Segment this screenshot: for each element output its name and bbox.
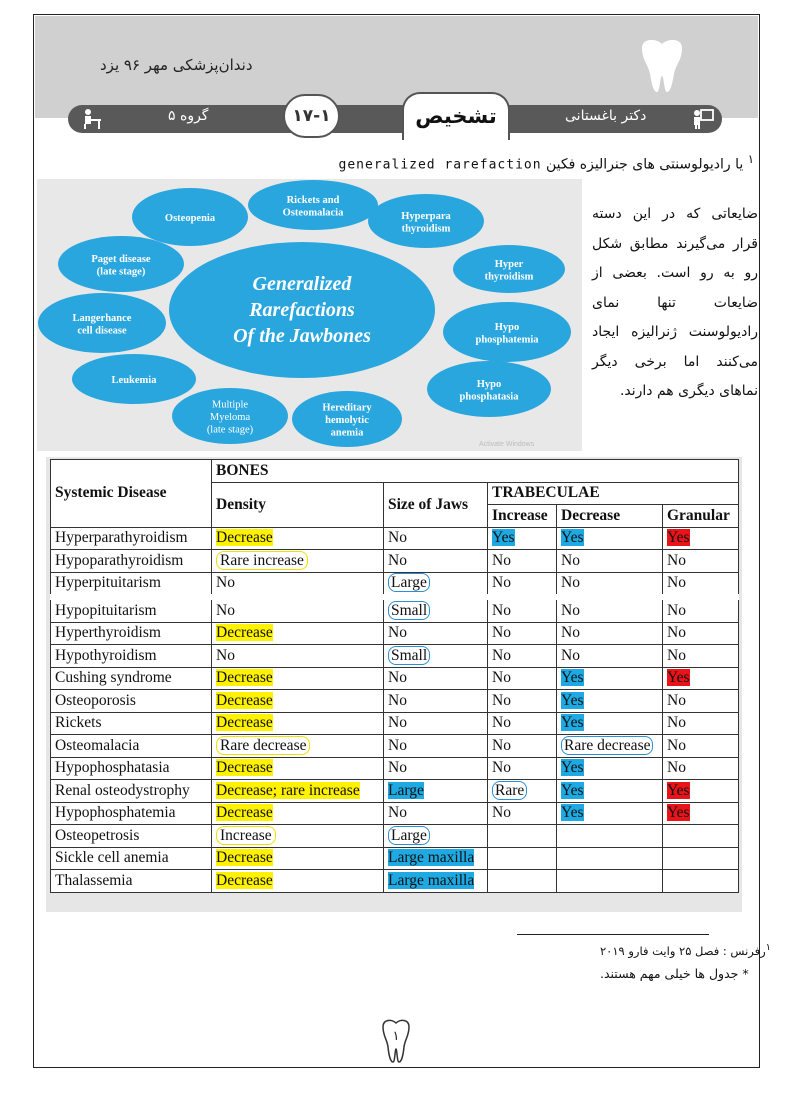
cell-text: Yes	[667, 669, 690, 687]
cell-text: Rickets	[55, 714, 102, 732]
cell-text: No	[388, 529, 407, 547]
table-cell	[384, 735, 488, 758]
bubble-label: thyroidism	[401, 223, 451, 235]
table-cell	[212, 597, 384, 622]
table-cell	[212, 550, 384, 573]
bubble-label: Osteomalacia	[282, 207, 344, 219]
table-cell	[663, 527, 739, 550]
center-label: Rarefactions	[249, 299, 355, 321]
cell-text: No	[667, 574, 686, 592]
cell-text: Large	[388, 781, 424, 799]
table-row	[51, 597, 739, 622]
bubble-label: Rickets and	[286, 194, 340, 206]
center-label: Of the Jawbones	[233, 325, 371, 347]
cell-text: Yes	[561, 669, 584, 687]
table-cell	[557, 825, 663, 848]
table-cell	[557, 622, 663, 645]
table-cell	[212, 622, 384, 645]
bubble-label: Langerhance	[72, 312, 132, 324]
cell-text: Hypoparathyroidism	[55, 551, 184, 569]
table-cell	[557, 847, 663, 870]
table-cell	[663, 550, 739, 573]
bubble-label: phosphatemia	[475, 334, 539, 346]
table-cell	[384, 527, 488, 550]
table-cell	[51, 847, 212, 870]
table-cell	[488, 690, 557, 713]
table-row	[51, 780, 739, 803]
cell-text: Decrease	[216, 714, 273, 732]
cell-text: Decrease	[216, 691, 273, 709]
table-cell	[212, 870, 384, 893]
cell-text: Renal osteodystrophy	[55, 781, 190, 799]
table-cell	[212, 847, 384, 870]
bubble-label: Hereditary	[322, 402, 372, 414]
cell-text: Yes	[561, 529, 584, 547]
table-cell	[663, 757, 739, 780]
table-cell	[384, 825, 488, 848]
table-cell	[557, 802, 663, 825]
cell-text: Rare	[492, 781, 527, 800]
table-cell	[488, 527, 557, 550]
table-cell	[51, 572, 212, 597]
table-cell	[384, 690, 488, 713]
cell-text: No	[561, 601, 580, 619]
table-cell	[384, 847, 488, 870]
header-bones: BONES	[212, 460, 739, 483]
table-cell	[384, 667, 488, 690]
cell-text: Yes	[561, 759, 584, 777]
table-cell	[51, 597, 212, 622]
header-trabeculae: TRABECULAE	[488, 482, 739, 505]
cell-text: Hyperpituitarism	[55, 574, 161, 592]
cell-text: Hypopituitarism	[55, 601, 157, 619]
table-row	[51, 550, 739, 573]
cell-text: No	[388, 691, 407, 709]
cell-text: Yes	[561, 714, 584, 732]
header-size-of-jaws: Size of Jaws	[384, 482, 488, 527]
chapter-number: ۱۷-۱	[283, 94, 340, 138]
cell-text: No	[216, 601, 235, 619]
table-cell	[384, 712, 488, 735]
table-cell	[663, 780, 739, 803]
table-cell	[663, 572, 739, 597]
cell-text: Osteoporosis	[55, 691, 136, 709]
cell-text: No	[667, 601, 686, 619]
table-cell	[488, 757, 557, 780]
cell-text: Decrease; rare increase	[216, 781, 360, 799]
header-systemic-disease: Systemic Disease	[51, 460, 212, 528]
table-row	[51, 757, 739, 780]
table-cell	[212, 712, 384, 735]
cell-text: No	[388, 804, 407, 822]
table-cell	[488, 622, 557, 645]
cell-text: Large	[388, 573, 430, 592]
intro-paragraph: ضایعاتی که در این دسته قرار می‌گیرند مطابق شکل رو به رو است. بعضی از ضایعات تنها نمای رادیولوسنت ژنرالیزه ایجاد می‌کنند اما برخی دیگر نماهای دیگری هم دارند.	[592, 206, 758, 399]
cell-text: No	[492, 646, 511, 664]
table-cell	[488, 870, 557, 893]
table-cell	[212, 735, 384, 758]
cell-text: No	[492, 624, 511, 642]
watermark: Activate Windows	[479, 441, 535, 448]
cell-text: Yes	[667, 781, 690, 799]
cell-text: No	[492, 601, 511, 619]
table-cell	[557, 870, 663, 893]
cell-text: No	[388, 669, 407, 687]
table-cell	[51, 825, 212, 848]
cell-text: No	[667, 736, 686, 754]
group-label: گروه ۵	[168, 108, 209, 124]
cell-text: Small	[388, 601, 430, 620]
cell-text: No	[667, 624, 686, 642]
center-label: Generalized	[252, 273, 352, 295]
cell-text: No	[388, 736, 407, 754]
table-cell	[488, 802, 557, 825]
table-cell	[557, 690, 663, 713]
bubble-label: Leukemia	[111, 375, 157, 386]
cell-text: No	[561, 551, 580, 569]
table-cell	[212, 757, 384, 780]
cell-text: No	[492, 691, 511, 709]
table-cell	[212, 645, 384, 668]
cell-text: Increase	[216, 826, 276, 845]
table-cell	[557, 735, 663, 758]
cell-text: No	[561, 646, 580, 664]
table-row	[51, 622, 739, 645]
bubble-label: cell disease	[77, 325, 127, 337]
table-cell	[557, 757, 663, 780]
cell-text: No	[216, 574, 235, 592]
section-title: تشخیص	[402, 92, 510, 140]
table-row	[51, 802, 739, 825]
table-cell	[488, 572, 557, 597]
reference-footnote	[600, 942, 771, 958]
cell-text: Decrease	[216, 624, 273, 642]
table-cell	[384, 870, 488, 893]
bubble-label: phosphatasia	[459, 391, 519, 403]
teacher-at-board-icon	[692, 108, 714, 130]
cell-text: Hyperthyroidism	[55, 624, 161, 642]
bubble-label: Hypo	[494, 321, 520, 333]
table-cell	[212, 527, 384, 550]
bubble-label: thyroidism	[484, 271, 534, 283]
table-row	[51, 572, 739, 597]
table-cell	[663, 825, 739, 848]
cell-text: Yes	[667, 529, 690, 547]
table-cell	[557, 780, 663, 803]
cell-text: Hypothyroidism	[55, 646, 157, 664]
cell-text: Yes	[667, 804, 690, 822]
cell-text: No	[492, 669, 511, 687]
cell-text: Rare decrease	[216, 736, 310, 755]
cell-text: Decrease	[216, 849, 273, 867]
cell-text: No	[561, 624, 580, 642]
subtitle-english: generalized rarefaction	[338, 157, 542, 173]
student-at-desk-icon	[80, 108, 102, 130]
cell-text: Small	[388, 646, 430, 665]
table-cell	[51, 757, 212, 780]
footnote-mark: ۱	[747, 152, 754, 166]
bubble-label: Paget disease	[91, 253, 151, 265]
table-cell	[663, 802, 739, 825]
table-cell	[212, 690, 384, 713]
table-cell	[557, 712, 663, 735]
cell-text: No	[667, 759, 686, 777]
table-cell	[51, 690, 212, 713]
page-number: ۱	[392, 1029, 400, 1044]
table-cell	[488, 597, 557, 622]
table-cell	[384, 802, 488, 825]
table-cell	[384, 550, 488, 573]
cell-text: Yes	[561, 781, 584, 799]
bubble-label: Hyperpara	[401, 210, 451, 222]
cell-text: Large maxilla	[388, 849, 475, 867]
table-cell	[384, 597, 488, 622]
header-decrease: Decrease	[557, 505, 663, 528]
cell-text: No	[388, 759, 407, 777]
table-cell	[51, 870, 212, 893]
table-cell	[488, 825, 557, 848]
table-cell	[557, 597, 663, 622]
table-cell	[663, 597, 739, 622]
cell-text: No	[492, 736, 511, 754]
table-cell	[488, 667, 557, 690]
bubble-label: (late stage)	[96, 266, 146, 278]
cell-text: Rare increase	[216, 551, 308, 570]
table-cell	[663, 690, 739, 713]
cell-text: No	[667, 646, 686, 664]
table-row	[51, 825, 739, 848]
cell-text: Hypophosphatasia	[55, 759, 170, 777]
cell-text: Yes	[492, 529, 515, 547]
cell-text: No	[561, 574, 580, 592]
tooth-logo-icon	[636, 38, 688, 94]
cell-text: No	[667, 714, 686, 732]
bubble-label: (late stage)	[206, 424, 254, 436]
cell-text: Large	[388, 826, 430, 845]
table-cell	[212, 802, 384, 825]
subtitle	[339, 152, 754, 173]
table-cell	[51, 622, 212, 645]
table-cell	[384, 572, 488, 597]
cell-text: Decrease	[216, 669, 273, 687]
cell-text: No	[388, 714, 407, 732]
table-row	[51, 527, 739, 550]
table-cell	[51, 735, 212, 758]
table-row	[51, 690, 739, 713]
cell-text: Decrease	[216, 759, 273, 777]
table-cell	[51, 667, 212, 690]
course-title: دندان‌پزشکی مهر ۹۶ یزد	[100, 56, 253, 74]
header-granular: Granular	[663, 505, 739, 528]
cell-text: Osteomalacia	[55, 736, 140, 754]
cell-text: Thalassemia	[55, 871, 133, 889]
cell-text: No	[492, 759, 511, 777]
cell-text: Yes	[561, 804, 584, 822]
table-cell	[384, 757, 488, 780]
table-cell	[212, 825, 384, 848]
table-cell	[488, 847, 557, 870]
table-row	[51, 735, 739, 758]
table-cell	[51, 550, 212, 573]
table-row	[51, 645, 739, 668]
table-cell	[663, 870, 739, 893]
cell-text: Rare decrease	[561, 736, 653, 755]
table-row	[51, 847, 739, 870]
table-cell	[488, 712, 557, 735]
table-cell	[488, 645, 557, 668]
table-cell	[557, 572, 663, 597]
table-cell	[557, 550, 663, 573]
cell-text: Sickle cell anemia	[55, 849, 169, 867]
table-cell	[488, 735, 557, 758]
table-cell	[663, 667, 739, 690]
bones-table	[50, 459, 739, 893]
table-cell	[557, 645, 663, 668]
cell-text: No	[667, 691, 686, 709]
table-cell	[663, 847, 739, 870]
bubble-label: Osteopenia	[164, 213, 216, 224]
cell-text: Yes	[561, 691, 584, 709]
table-row	[51, 712, 739, 735]
table-cell	[51, 645, 212, 668]
cell-text: Osteopetrosis	[55, 826, 140, 844]
reference-text: رفرنس : فصل ۲۵ وایت فارو ۲۰۱۹	[600, 943, 766, 958]
cell-text: No	[667, 551, 686, 569]
cell-text: Decrease	[216, 871, 273, 889]
table-cell	[384, 622, 488, 645]
cell-text: Decrease	[216, 529, 273, 547]
cell-text: No	[492, 551, 511, 569]
table-cell	[51, 527, 212, 550]
cell-text: Large maxilla	[388, 871, 475, 889]
table-cell	[384, 780, 488, 803]
cell-text: Hypophosphatemia	[55, 804, 176, 822]
cell-text: No	[388, 551, 407, 569]
instructor-name: دکتر باغستانی	[565, 108, 647, 124]
table-cell	[663, 645, 739, 668]
cell-text: Decrease	[216, 804, 273, 822]
bubble-label: hemolytic	[325, 415, 369, 426]
bubble-label: Hyper	[494, 258, 524, 270]
reference-mark: ۱	[765, 942, 771, 953]
table-cell	[51, 780, 212, 803]
table-note: * جدول ها خیلی مهم هستند.	[600, 966, 749, 981]
subtitle-persian: یا رادیولوسنتی های جنرالیزه فکین	[546, 156, 744, 173]
table-cell	[51, 712, 212, 735]
footnote-rule	[517, 934, 709, 935]
table-cell	[212, 572, 384, 597]
bubble-label: Multiple	[211, 399, 249, 411]
table-row	[51, 667, 739, 690]
table-row	[51, 870, 739, 893]
header-density: Density	[212, 482, 384, 527]
table-cell	[663, 735, 739, 758]
bubble-label: Hypo	[476, 378, 502, 390]
table-cell	[663, 712, 739, 735]
table-cell	[212, 667, 384, 690]
cell-text: No	[492, 804, 511, 822]
rarefaction-diagram	[37, 179, 582, 451]
cell-text: No	[216, 646, 235, 664]
cell-text: Hyperparathyroidism	[55, 529, 188, 547]
table-cell	[212, 780, 384, 803]
table-cell	[51, 802, 212, 825]
bubble-label: Myeloma	[209, 412, 251, 423]
table-cell	[663, 622, 739, 645]
tooth-page-number	[378, 1018, 414, 1064]
cell-text: No	[492, 574, 511, 592]
cell-text: Cushing syndrome	[55, 669, 172, 687]
table-cell	[488, 780, 557, 803]
table-cell	[488, 550, 557, 573]
header-increase: Increase	[488, 505, 557, 528]
cell-text: No	[388, 624, 407, 642]
bubble-label: anemia	[330, 427, 364, 439]
table-cell	[557, 667, 663, 690]
table-cell	[557, 527, 663, 550]
table-cell	[384, 645, 488, 668]
cell-text: No	[492, 714, 511, 732]
